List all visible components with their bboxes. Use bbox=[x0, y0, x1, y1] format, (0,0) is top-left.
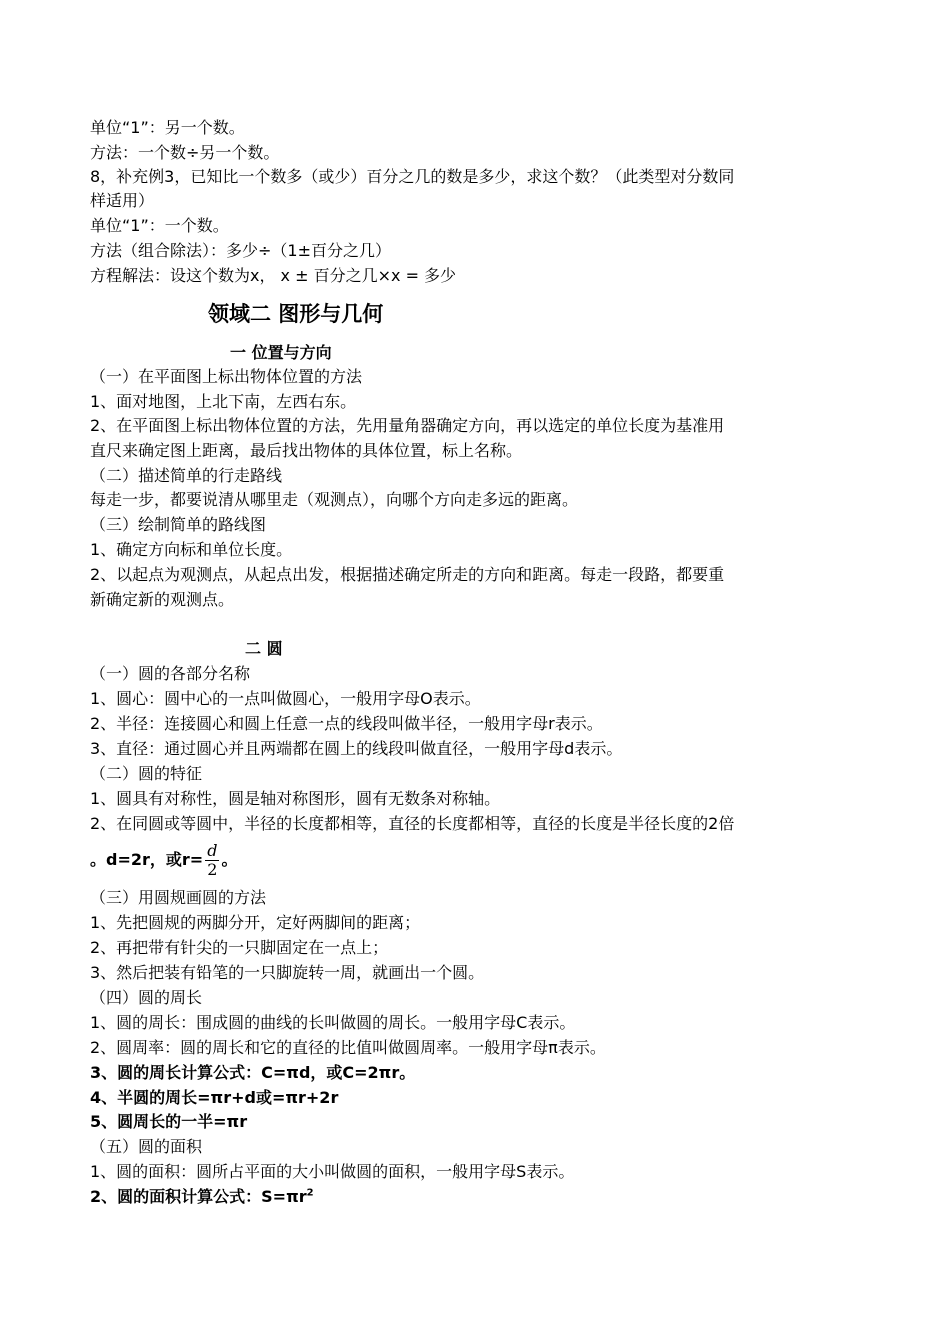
position-sub3-item2-line1: 2、以起点为观测点，从起点出发，根据描述确定所走的方向和距离。每走一段路，都要重 bbox=[90, 565, 725, 584]
circle-sub3: （三）用圆规画圆的方法 bbox=[90, 888, 267, 907]
d-over-2-fraction bbox=[205, 842, 219, 879]
circle-sub4-item1: 1、圆的周长：围成圆的曲线的长叫做圆的周长。一般用字母C表示。 bbox=[90, 1013, 576, 1032]
circle-sub1: （一）圆的各部分名称 bbox=[90, 664, 251, 683]
unit-another-line: 单位“1”：另一个数。 bbox=[90, 118, 245, 137]
circle-sub1-item3: 3、直径：通过圆心并且两端都在圆上的线段叫做直径，一般用字母d表示。 bbox=[90, 739, 623, 758]
circle-sub5: （五）圆的面积 bbox=[90, 1137, 203, 1156]
circle-sub4-item4: 4、半圆的周长=πr+d或=πr+2r bbox=[90, 1088, 339, 1107]
circle-sub4-item2: 2、圆周率：圆的周长和它的直径的比值叫做圆周率。一般用字母π表示。 bbox=[90, 1038, 606, 1057]
circle-sub1-item1: 1、圆心：圆中心的一点叫做圆心，一般用字母O表示。 bbox=[90, 689, 481, 708]
circle-sub4-item5: 5、圆周长的一半=πr bbox=[90, 1112, 248, 1131]
domain-title: 领域二 图形与几何 bbox=[208, 302, 384, 326]
position-sub3-item2-line2: 新确定新的观测点。 bbox=[90, 590, 235, 609]
example8-line-1: 8，补充例3，已知比一个数多（或少）百分之几的数是多少，求这个数？（此类型对分数同 bbox=[90, 167, 735, 186]
circle-heading: 二 圆 bbox=[245, 639, 283, 658]
position-sub2-text: 每走一步，都要说清从哪里走（观测点），向哪个方向走多远的距离。 bbox=[90, 490, 579, 509]
area-formula-exponent: 2 bbox=[306, 1187, 314, 1199]
circle-sub1-item2: 2、半径：连接圆心和圆上任意一点的线段叫做半径，一般用字母r表示。 bbox=[90, 714, 603, 733]
area-formula-text: 2、圆的面积计算公式：S=πr bbox=[90, 1187, 307, 1206]
position-sub1-item2-line1: 2、在平面图上标出物体位置的方法，先用量角器确定方向，再以选定的单位长度为基准用 bbox=[90, 416, 725, 435]
position-sub1-item1: 1、面对地图，上北下南，左西右东。 bbox=[90, 392, 357, 411]
circle-sub5-item1: 1、圆的面积：圆所占平面的大小叫做圆的面积，一般用字母S表示。 bbox=[90, 1162, 575, 1181]
position-sub1-item2-line2: 直尺来确定图上距离，最后找出物体的具体位置，标上名称。 bbox=[90, 441, 523, 460]
circle-sub4: （四）圆的周长 bbox=[90, 988, 203, 1007]
position-sub2: （二）描述简单的行走路线 bbox=[90, 466, 283, 485]
formula-suffix: 。 bbox=[221, 850, 238, 869]
equation-method-line: 方程解法：设这个数为x， x ± 百分之几×x = 多少 bbox=[90, 266, 457, 285]
position-sub3: （三）绘制简单的路线图 bbox=[90, 515, 267, 534]
method-combined-line: 方法（组合除法）：多少÷（1±百分之几） bbox=[90, 241, 391, 260]
fraction-numerator: d bbox=[207, 841, 218, 860]
example8-line-2: 样适用） bbox=[90, 191, 155, 210]
circle-sub3-item2: 2、再把带有针尖的一只脚固定在一点上； bbox=[90, 938, 389, 957]
method-another-line: 方法：一个数÷另一个数。 bbox=[90, 143, 280, 162]
circle-sub2-item2-line1: 2、在同圆或等圆中，半径的长度都相等，直径的长度都相等，直径的长度是半径长度的2倍 bbox=[90, 814, 735, 833]
formula-prefix: 。d=2r，或r= bbox=[90, 850, 204, 869]
position-sub3-item1: 1、确定方向标和单位长度。 bbox=[90, 540, 293, 559]
fraction-denominator: 2 bbox=[207, 860, 218, 879]
diameter-formula-line bbox=[90, 840, 870, 880]
position-sub1: （一）在平面图上标出物体位置的方法 bbox=[90, 367, 363, 386]
circle-sub2-item1: 1、圆具有对称性，圆是轴对称图形，圆有无数条对称轴。 bbox=[90, 789, 501, 808]
circle-area-formula-line bbox=[90, 1185, 870, 1210]
circle-sub3-item1: 1、先把圆规的两脚分开，定好两脚间的距离； bbox=[90, 913, 421, 932]
position-heading: 一 位置与方向 bbox=[230, 343, 332, 362]
unit-one-line: 单位“1”：一个数。 bbox=[90, 216, 229, 235]
circle-sub3-item3: 3、然后把装有铅笔的一只脚旋转一周，就画出一个圆。 bbox=[90, 963, 485, 982]
circle-sub2: （二）圆的特征 bbox=[90, 764, 203, 783]
circle-sub4-item3: 3、圆的周长计算公式：C=πd，或C=2πr。 bbox=[90, 1063, 416, 1082]
